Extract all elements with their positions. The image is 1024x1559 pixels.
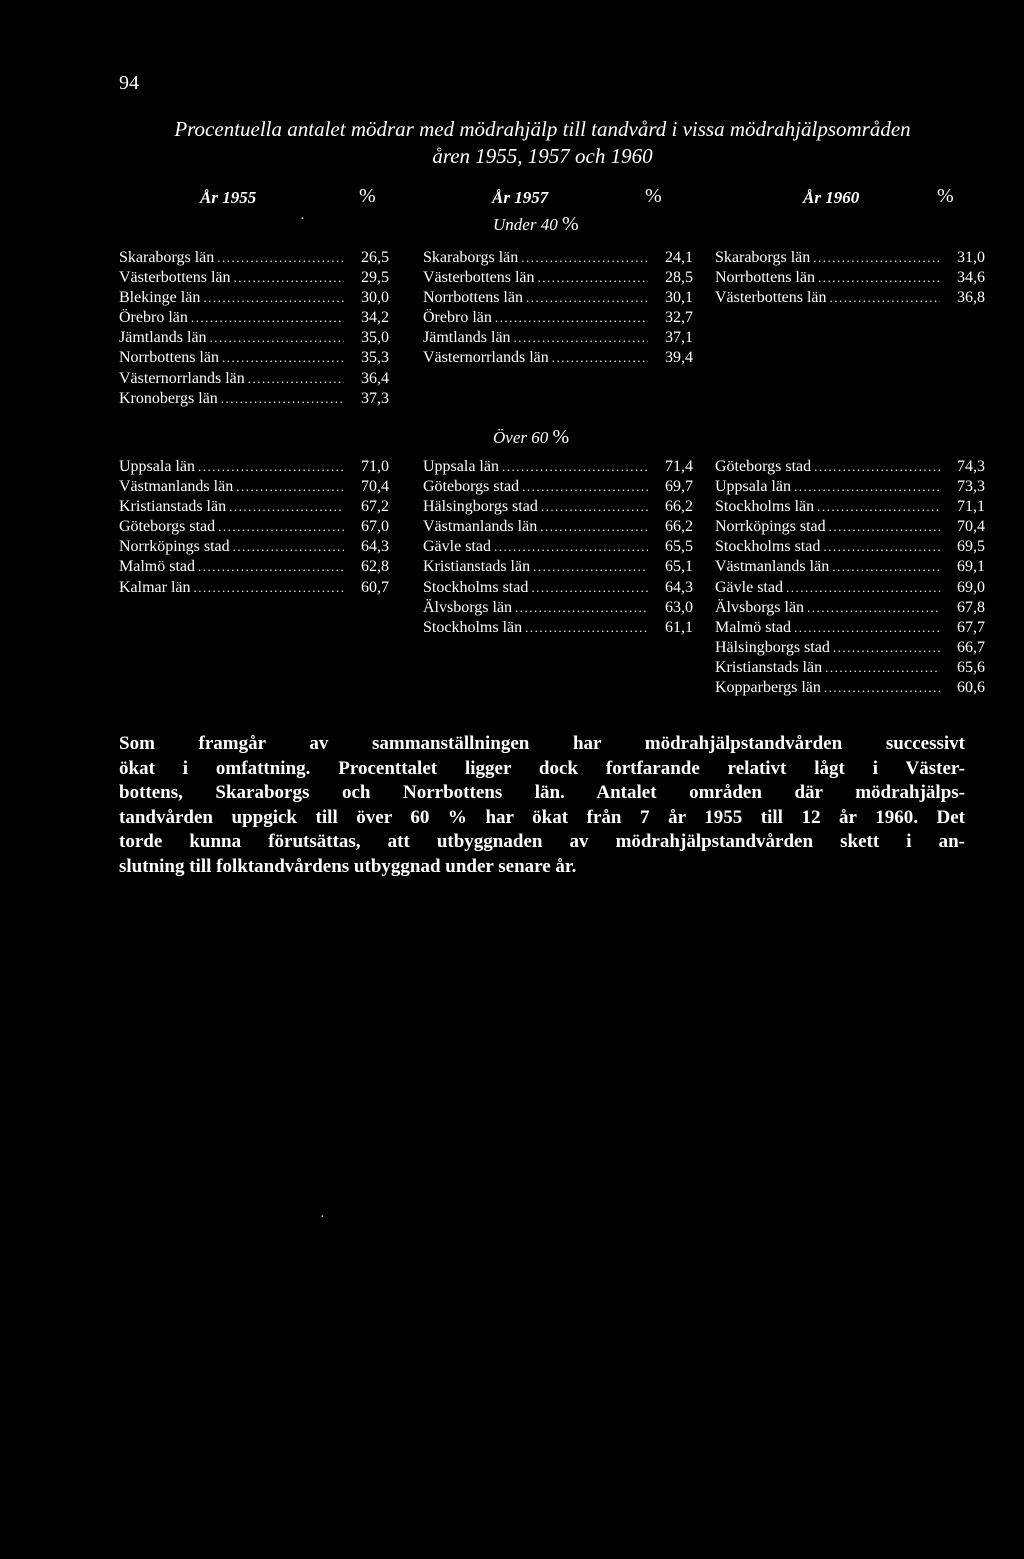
- dot-leader: [198, 557, 344, 577]
- dot-leader: [495, 308, 648, 328]
- percent-value: 70,4: [957, 518, 985, 536]
- paragraph-line: torde kunna förutsättas, att utbyggnaden av mödrahjälpstandvården skett i an-: [119, 831, 965, 852]
- percent-value: 71,4: [665, 458, 693, 475]
- percent-value: 28,5: [665, 269, 693, 287]
- dot-leader: [794, 477, 940, 497]
- percent-sign: %: [561, 213, 579, 235]
- paragraph-line: tandvården uppgick till över 60 % har ökat från 7 år 1955 till 12 år 1960. Det: [119, 806, 965, 828]
- region-name: Stockholms stad: [423, 578, 529, 596]
- table-row: [423, 557, 693, 577]
- table-row: [715, 497, 985, 517]
- over60-1960-list: [715, 457, 985, 698]
- dot-leader: [221, 389, 344, 409]
- table-title: Procentuella antalet mödrar med mödrahjälp till tandvård i vissa mödrahjälpsområden: [174, 117, 911, 141]
- percent-value: 31,0: [957, 249, 985, 266]
- table-row: [119, 328, 389, 348]
- dot-leader: [829, 517, 940, 537]
- percent-value: 69,7: [665, 478, 693, 496]
- dot-leader: [817, 497, 940, 517]
- under40-1955-list: [119, 248, 389, 409]
- dot-leader: [830, 288, 940, 308]
- table-row: [715, 557, 985, 577]
- dot-leader: [229, 497, 344, 517]
- percent-value: 62,8: [361, 558, 389, 576]
- region-name: Skaraborgs län: [715, 249, 811, 266]
- percent-value: 32,7: [665, 309, 693, 327]
- region-name: Malmö stad: [715, 618, 791, 636]
- percent-value: 69,0: [957, 578, 985, 596]
- region-name: Västernorrlands län: [119, 369, 245, 387]
- percent-value: 67,0: [361, 518, 389, 536]
- percent-value: 65,1: [665, 558, 693, 576]
- dot-leader: [521, 248, 648, 268]
- table-row: [423, 537, 693, 557]
- dot-leader: [236, 477, 344, 497]
- region-name: Stockholms län: [715, 498, 815, 516]
- over-label: Över 60: [493, 428, 549, 447]
- dot-leader: [248, 369, 344, 389]
- table-row: [423, 288, 693, 308]
- percent-value: 29,5: [361, 269, 389, 287]
- percent-value: 73,3: [957, 478, 985, 496]
- table-row: [423, 578, 693, 598]
- region-name: Kristianstads län: [423, 558, 531, 576]
- region-name: Hälsingborgs stad: [715, 638, 830, 656]
- table-row: [423, 328, 693, 348]
- percent-value: 37,3: [361, 389, 389, 407]
- percent-value: 34,2: [361, 309, 389, 327]
- dot-leader: [807, 598, 940, 618]
- percent-value: 35,0: [361, 329, 389, 347]
- dot-leader: [794, 618, 940, 638]
- header-pct-1955: [359, 185, 376, 208]
- dot-leader: [813, 248, 940, 268]
- region-name: Kristianstads län: [715, 658, 823, 676]
- percent-value: 34,6: [957, 269, 985, 287]
- page-number: 94: [119, 72, 139, 94]
- region-name: Älvsborgs län: [715, 598, 805, 616]
- percent-value: 66,2: [665, 498, 693, 516]
- dot-leader: [526, 288, 648, 308]
- region-name: Stockholms stad: [715, 538, 821, 556]
- region-name: Blekinge län: [119, 289, 201, 307]
- dot-leader: [833, 638, 940, 658]
- table-row: [715, 618, 985, 638]
- dot-leader: [823, 537, 940, 557]
- region-name: Västernorrlands län: [423, 349, 549, 367]
- dot-leader: [525, 618, 648, 638]
- percent-value: 26,5: [361, 249, 389, 266]
- region-name: Västmanlands län: [423, 518, 538, 536]
- dot-leader: [552, 348, 648, 368]
- paragraph-line: Som framgår av sammanställningen har mödrahjälpstandvården successivt: [119, 733, 965, 754]
- percent-value: 71,0: [361, 458, 389, 475]
- region-name: Kopparbergs län: [715, 679, 821, 697]
- table-row: [119, 537, 389, 557]
- region-name: Örebro län: [423, 309, 492, 327]
- region-name: Skaraborgs län: [423, 249, 519, 266]
- region-name: Göteborgs stad: [423, 478, 520, 496]
- percent-value: 24,1: [665, 249, 693, 266]
- region-name: Gävle stad: [423, 538, 491, 556]
- table-row: [119, 517, 389, 537]
- region-name: Göteborgs stad: [119, 518, 216, 536]
- region-name: Älvsborgs län: [423, 598, 513, 616]
- percent-value: 30,1: [665, 289, 693, 307]
- table-row: [119, 288, 389, 308]
- percent-value: 66,7: [957, 638, 985, 656]
- over60-1957-list: [423, 457, 693, 638]
- body-paragraph: [119, 732, 965, 879]
- percent-value: 67,8: [957, 598, 985, 616]
- percent-value: 36,8: [957, 289, 985, 307]
- region-name: Västerbottens län: [119, 269, 231, 287]
- region-name: Västerbottens län: [715, 289, 827, 307]
- percent-value: 69,1: [957, 558, 985, 576]
- percent-value: 65,5: [665, 538, 693, 556]
- region-name: Gävle stad: [715, 578, 783, 596]
- region-name: Göteborgs stad: [715, 458, 812, 475]
- table-title-years: åren 1955, 1957 och 1960: [432, 144, 653, 168]
- table-row: [119, 457, 389, 477]
- dot-leader: [814, 457, 940, 477]
- table-row: [119, 389, 389, 409]
- paragraph-line: ökat i omfattning. Procenttalet ligger dock fortfarande relativt lågt i Väster-: [119, 757, 965, 779]
- over60-1955-list: [119, 457, 389, 598]
- dot-leader: [191, 308, 344, 328]
- region-name: Västerbottens län: [423, 269, 535, 287]
- percent-value: 66,2: [665, 518, 693, 536]
- region-name: Jämtlands län: [423, 329, 511, 347]
- header-pct-1957: [645, 185, 662, 208]
- region-name: Norrbottens län: [423, 289, 523, 307]
- dot-leader: [502, 457, 648, 477]
- region-name: Stockholms län: [423, 618, 523, 636]
- table-row: [119, 557, 389, 577]
- header-year-1960: År 1960: [803, 188, 860, 207]
- table-row: [119, 268, 389, 288]
- percent-value: 37,1: [665, 329, 693, 347]
- table-row: [119, 477, 389, 497]
- region-name: Örebro län: [119, 309, 188, 327]
- table-row: [119, 308, 389, 328]
- paragraph-line: slutning till folktandvårdens utbyggnad under senare år.: [119, 855, 577, 877]
- dot-leader: [825, 658, 940, 678]
- dot-leader: [540, 517, 648, 537]
- percent-value: 71,1: [957, 498, 985, 516]
- dot-leader: [194, 578, 344, 598]
- region-name: Norrköpings stad: [715, 518, 826, 536]
- region-name: Norrköpings stad: [119, 538, 230, 556]
- dot-leader: [222, 348, 344, 368]
- percent-value: 67,7: [957, 618, 985, 636]
- table-row: [715, 658, 985, 678]
- section-heading-under-40: [493, 213, 579, 236]
- table-row: [715, 248, 985, 268]
- table-row: [715, 517, 985, 537]
- region-name: Norrbottens län: [119, 349, 219, 367]
- header-pct-1960: [937, 185, 954, 208]
- region-name: Kristianstads län: [119, 498, 227, 516]
- dot-leader: [203, 288, 344, 308]
- percent-value: 63,0: [665, 598, 693, 616]
- dot-leader: [515, 598, 648, 618]
- percent-sign: %: [937, 185, 954, 207]
- header-year-1955: År 1955: [200, 188, 257, 207]
- table-row: [119, 578, 389, 598]
- table-row: [423, 477, 693, 497]
- table-row: [715, 477, 985, 497]
- percent-value: 30,0: [361, 289, 389, 307]
- percent-value: 67,2: [361, 498, 389, 516]
- percent-value: 69,5: [957, 538, 985, 556]
- dot-leader: [522, 477, 648, 497]
- dot-leader: [218, 517, 344, 537]
- table-row: [423, 618, 693, 638]
- table-row: [423, 497, 693, 517]
- under40-1960-list: [715, 248, 985, 308]
- dot-leader: [541, 497, 648, 517]
- dot-leader: [210, 328, 344, 348]
- header-year-1957: År 1957: [492, 188, 549, 207]
- percent-value: 60,7: [361, 578, 389, 596]
- table-row: [715, 457, 985, 477]
- table-row: [715, 578, 985, 598]
- percent-value: 70,4: [361, 478, 389, 496]
- table-row: [119, 497, 389, 517]
- table-row: [715, 537, 985, 557]
- region-name: Hälsingborgs stad: [423, 498, 538, 516]
- section-heading-over-60: [493, 426, 569, 449]
- under-label: Under 40: [493, 215, 558, 234]
- table-row: [423, 598, 693, 618]
- table-row: [423, 308, 693, 328]
- dot-leader: [818, 268, 940, 288]
- percent-sign: %: [552, 426, 570, 448]
- table-row: [423, 517, 693, 537]
- table-row: [423, 268, 693, 288]
- region-name: Norrbottens län: [715, 269, 815, 287]
- table-row: [423, 348, 693, 368]
- dot-leader: [217, 248, 344, 268]
- region-name: Uppsala län: [119, 458, 195, 475]
- stray-mark: ·: [320, 1210, 325, 1225]
- table-row: [119, 248, 389, 268]
- table-row: [715, 268, 985, 288]
- table-row: [423, 248, 693, 268]
- dot-leader: [832, 557, 940, 577]
- dot-leader: [234, 268, 344, 288]
- percent-sign: %: [645, 185, 662, 207]
- table-row: [715, 678, 985, 698]
- percent-value: 64,3: [665, 578, 693, 596]
- dot-leader: [824, 678, 940, 698]
- dot-leader: [533, 557, 648, 577]
- region-name: Jämtlands län: [119, 329, 207, 347]
- region-name: Skaraborgs län: [119, 249, 215, 266]
- percent-value: 64,3: [361, 538, 389, 556]
- table-row: [715, 288, 985, 308]
- table-row: [119, 348, 389, 368]
- paragraph-line: bottens, Skaraborgs och Norrbottens län. Antalet områden där mödrahjälps-: [119, 782, 965, 803]
- dot-leader: [494, 537, 648, 557]
- dot-leader: [514, 328, 648, 348]
- region-name: Uppsala län: [715, 478, 791, 496]
- percent-value: 74,3: [957, 458, 985, 475]
- stray-dot: ·: [300, 212, 305, 227]
- percent-value: 60,6: [957, 679, 985, 697]
- region-name: Västmanlands län: [715, 558, 830, 576]
- percent-value: 39,4: [665, 349, 693, 367]
- percent-value: 65,6: [957, 658, 985, 676]
- region-name: Kalmar län: [119, 578, 191, 596]
- dot-leader: [538, 268, 648, 288]
- under40-1957-list: [423, 248, 693, 369]
- percent-sign: %: [359, 185, 376, 207]
- region-name: Malmö stad: [119, 558, 195, 576]
- table-row: [715, 638, 985, 658]
- table-row: [423, 457, 693, 477]
- table-row: [715, 598, 985, 618]
- region-name: Kronobergs län: [119, 389, 218, 407]
- dot-leader: [198, 457, 344, 477]
- dot-leader: [786, 578, 940, 598]
- region-name: Uppsala län: [423, 458, 499, 475]
- percent-value: 36,4: [361, 369, 389, 387]
- region-name: Västmanlands län: [119, 478, 234, 496]
- percent-value: 35,3: [361, 349, 389, 367]
- dot-leader: [531, 578, 648, 598]
- percent-value: 61,1: [665, 618, 693, 636]
- dot-leader: [233, 537, 344, 557]
- table-row: [119, 369, 389, 389]
